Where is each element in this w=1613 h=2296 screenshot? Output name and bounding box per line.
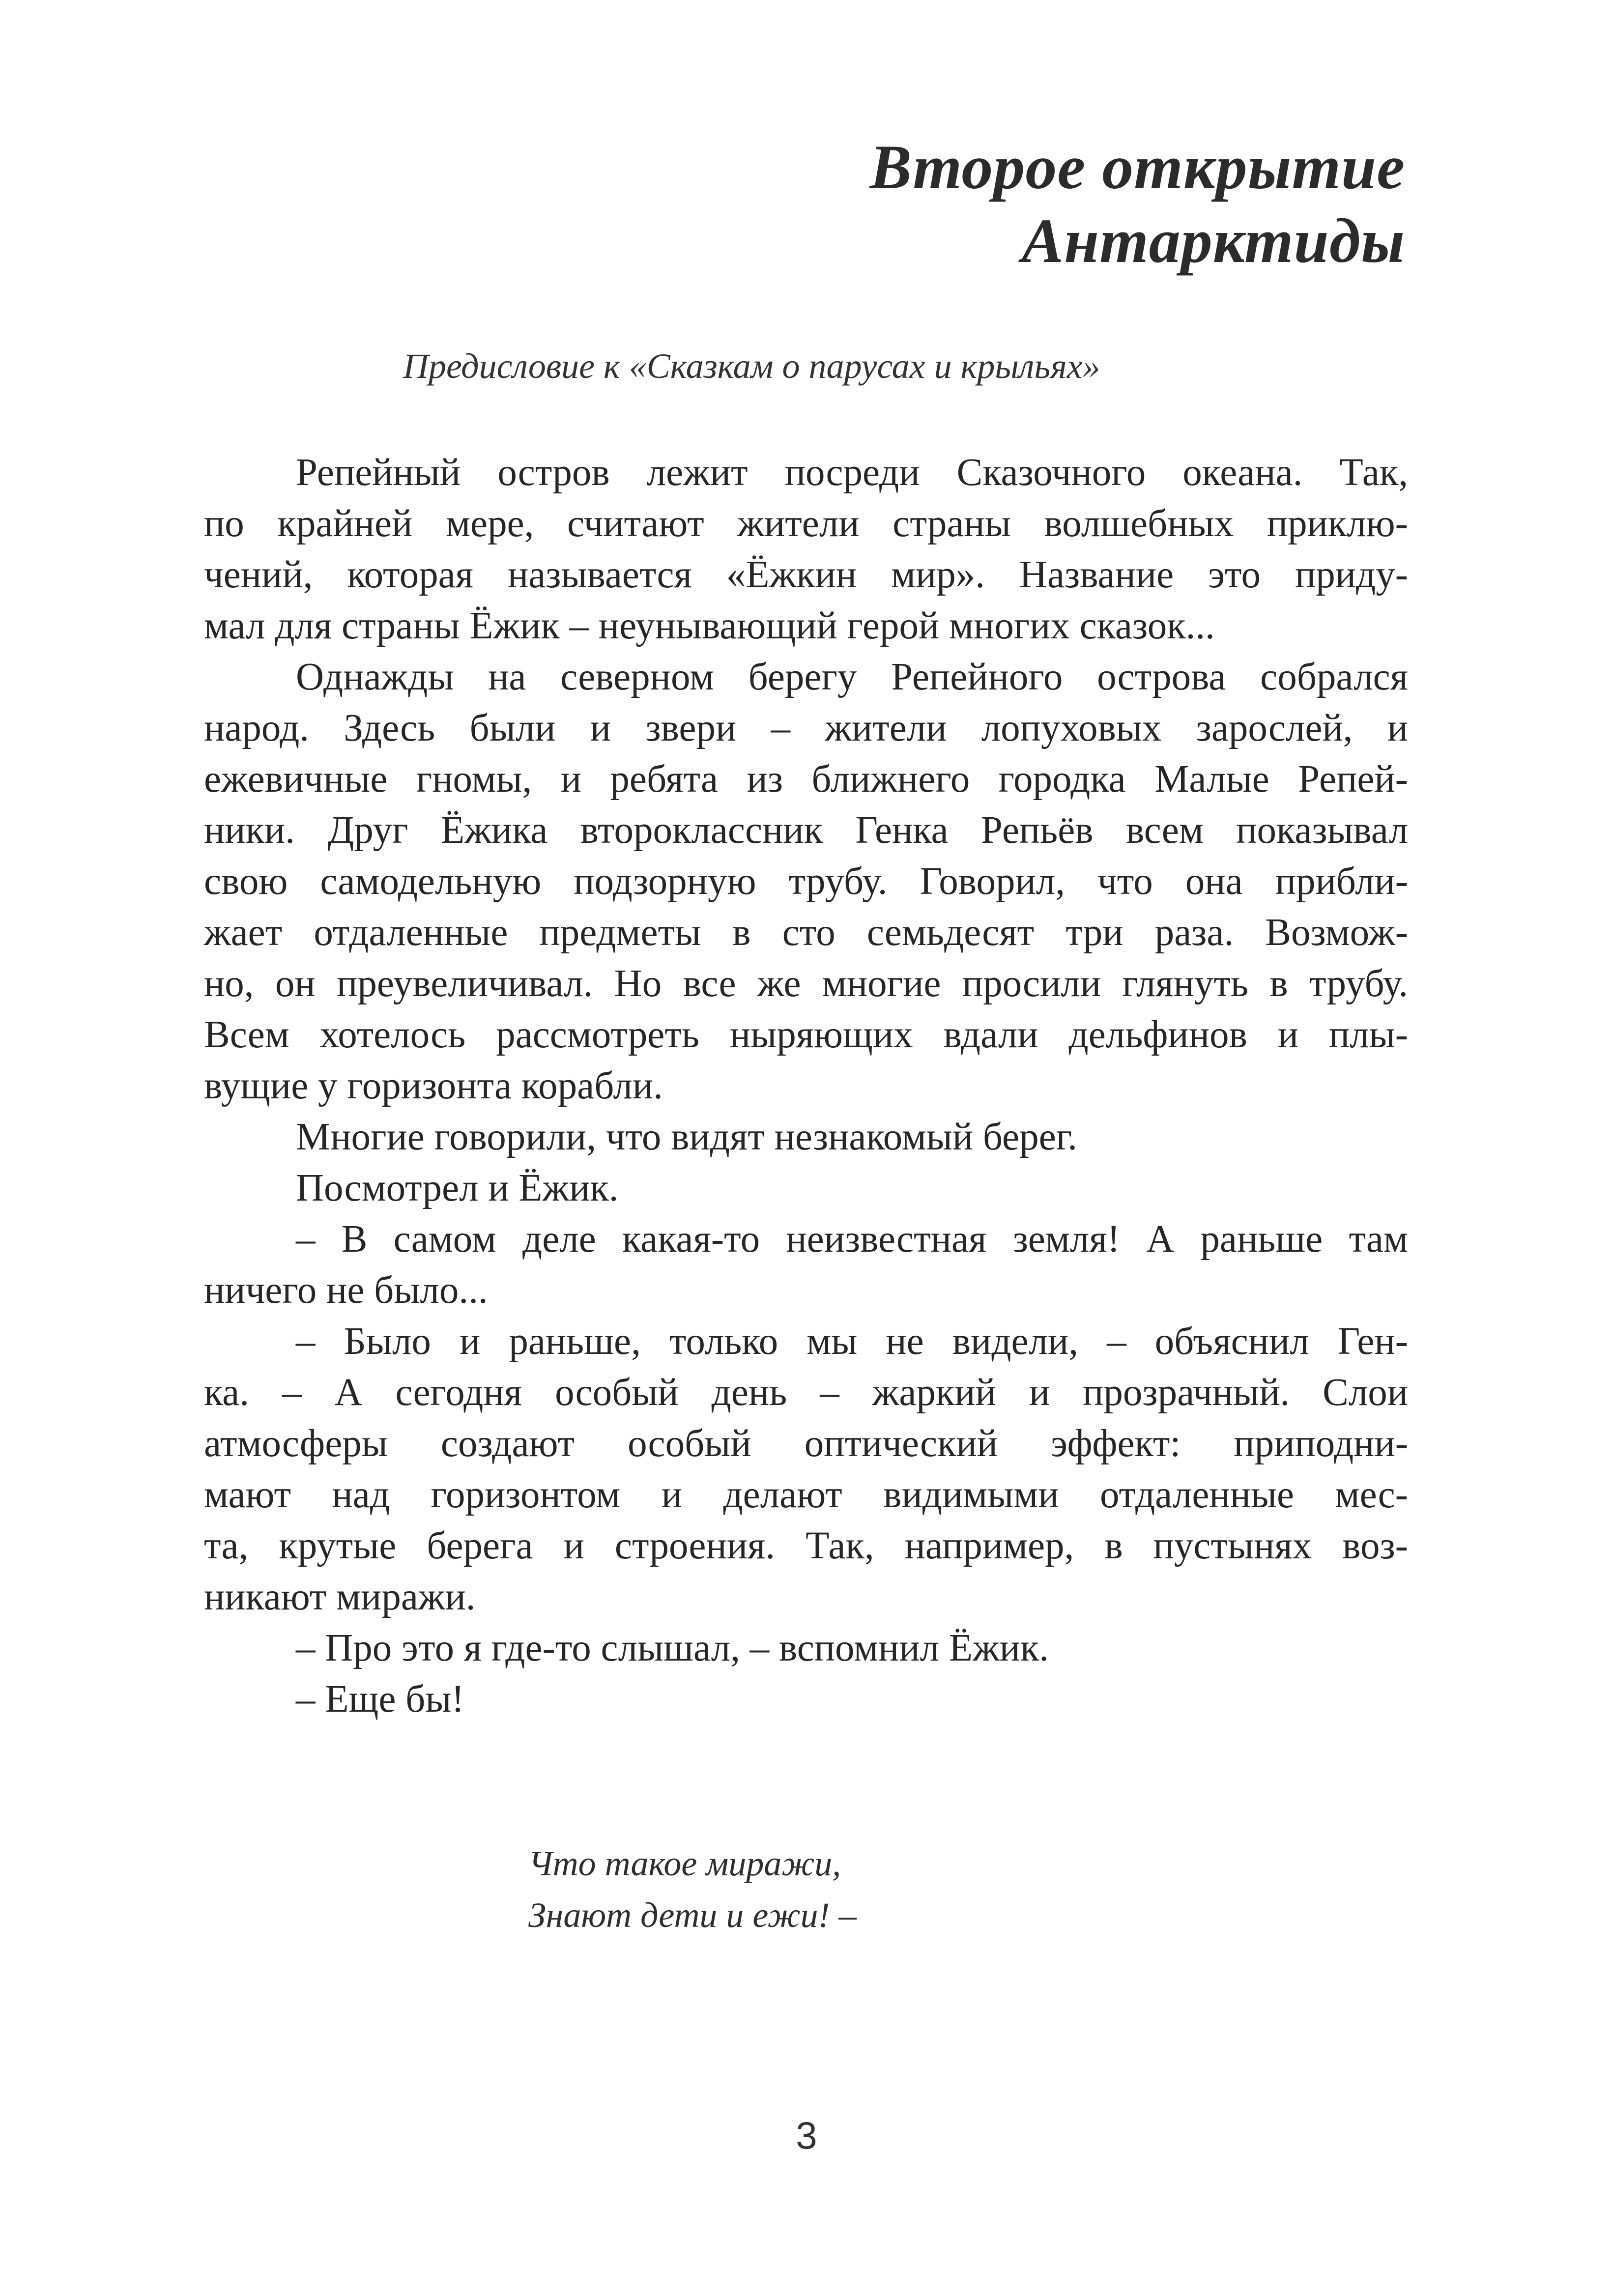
text-line: – Еще бы! (296, 1678, 464, 1721)
text-line: вущие у горизонта корабли. (204, 1064, 663, 1107)
text-line: но, он преувеличивал. Но все же многие просили глянуть в трубу. (204, 962, 1408, 1005)
text-line: Однажды на северном берегу Репейного острова собрался (296, 656, 1408, 698)
text-line: Многие говорили, что видят незнакомый берег. (296, 1116, 1077, 1158)
chapter-subtitle: Предисловие к «Сказкам о парусах и крыльях» (403, 346, 1100, 386)
chapter-title (870, 130, 1405, 278)
text-line: ежевичные гномы, и ребята из ближнего городка Малые Репей- (204, 758, 1408, 801)
page-number: 3 (796, 2114, 817, 2157)
text-line: Посмотрел и Ёжик. (296, 1167, 619, 1209)
text-line: свою самодельную подзорную трубу. Говорил, что она прибли- (204, 860, 1408, 903)
chapter-title-line-2: Антарктиды (1021, 206, 1405, 276)
text-line: мал для страны Ёжик – неунывающий герой многих сказок... (204, 604, 1215, 647)
text-line: никают миражи. (204, 1576, 476, 1618)
text-line: – В самом деле какая-то неизвестная земля! А раньше там (296, 1218, 1408, 1261)
chapter-title-line-1: Второе открытие (869, 132, 1405, 202)
text-line: по крайней мере, считают жители страны волшебных приклю- (204, 502, 1408, 545)
text-line: чений, которая называется «Ёжкин мир». Название это приду- (204, 553, 1408, 596)
verse-line-1: Что такое миражи, (528, 1844, 841, 1883)
text-line: та, крутые берега и строения. Так, например, в пустынях воз- (204, 1524, 1408, 1567)
text-line: ничего не было... (204, 1269, 488, 1312)
verse (528, 1838, 857, 1941)
text-line: Репейный остров лежит посреди Сказочного океана. Так, (296, 451, 1408, 494)
text-line: народ. Здесь были и звери – жители лопуховых зарослей, и (204, 707, 1408, 749)
text-line: ка. – А сегодня особый день – жаркий и прозрачный. Слои (204, 1371, 1408, 1414)
text-line: Всем хотелось рассмотреть ныряющих вдали дельфинов и плы- (204, 1013, 1408, 1056)
text-line: ники. Друг Ёжика второклассник Генка Репьёв всем показывал (204, 809, 1408, 852)
text-line: – Было и раньше, только мы не видели, – объяснил Ген- (296, 1320, 1408, 1363)
text-line: мают над горизонтом и делают видимыми отдаленные мес- (204, 1473, 1408, 1516)
text-line: жает отдаленные предметы в сто семьдесят три раза. Возмож- (204, 911, 1408, 954)
text-line: атмосферы создают особый оптический эффект: приподни- (204, 1422, 1408, 1465)
text-line: – Про это я где-то слышал, – вспомнил Ёжик. (296, 1627, 1049, 1669)
body-text (204, 447, 1408, 1725)
verse-line-2: Знают дети и ежи! – (528, 1895, 857, 1935)
